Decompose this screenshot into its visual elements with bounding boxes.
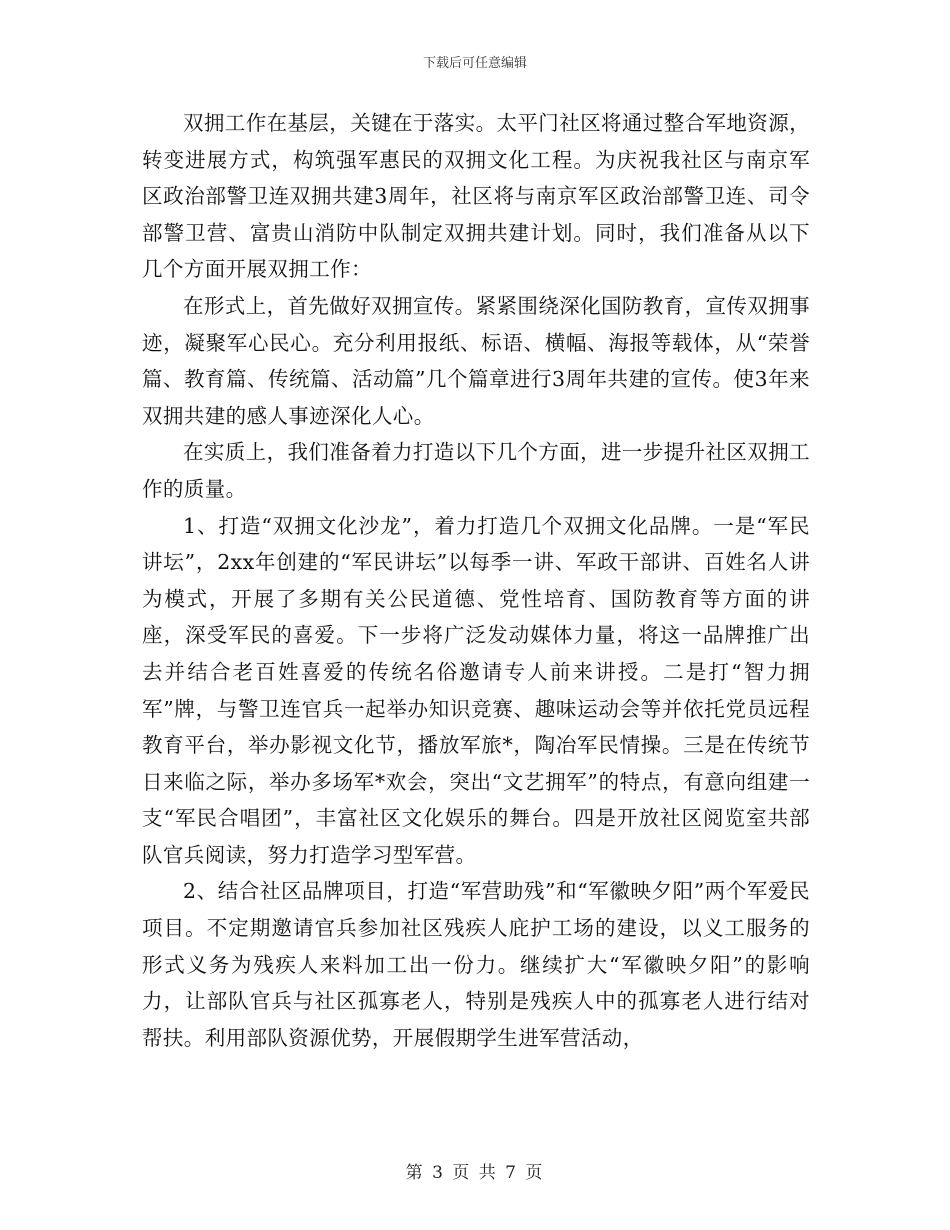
paragraph-2: 在形式上，首先做好双拥宣传。紧紧围绕深化国防教育，宣传双拥事迹，凝聚军心民心。充分利用报纸、标语、横幅、海报等载体，从“荣誉篇、教育篇、传统篇、活动篇”几个篇章进行3周年共建的宣传。使3年来双拥共建的感人事迹深化人心。: [142, 293, 810, 428]
page-header: 下载后可任意编辑: [422, 56, 527, 71]
paragraph-5: 2、结合社区品牌项目，打造“军营助残”和“军徽映夕阳”两个军爱民项目。不定期邀请官兵参加社区残疾人庇护工场的建设，以义工服务的形式义务为残疾人来料加工出一份力。继续扩大“军徽映夕阳”的影响力，让部队官兵与社区孤寡老人，特别是残疾人中的孤寡老人进行结对帮扶。利用部队资源优势，开展假期学生进军营活动，: [142, 879, 810, 1050]
paragraph-3: 在实质上，我们准备着力打造以下几个方面，进一步提升社区双拥工作的质量。: [142, 440, 810, 501]
document-body: [142, 105, 810, 1056]
paragraph-1: 双拥工作在基层，关键在于落实。太平门社区将通过整合军地资源，转变进展方式，构筑强军惠民的双拥文化工程。为庆祝我社区与南京军区政治部警卫连双拥共建3周年，社区将与南京军区政治部警卫连、司令部警卫营、富贵山消防中队制定双拥共建计划。同时，我们准备从以下几个方面开展双拥工作：: [142, 111, 810, 282]
page-number: 第 3 页 共 7 页: [405, 1163, 545, 1183]
paragraph-4: 1、打造“双拥文化沙龙”，着力打造几个双拥文化品牌。一是“军民讲坛”，2xx年创建的“军民讲坛”以每季一讲、军政干部讲、百姓名人讲为模式，开展了多期有关公民道德、党性培育、国防教育等方面的讲座，深受军民的喜爱。下一步将广泛发动媒体力量，将这一品牌推广出去并结合老百姓喜爱的传统名俗邀请专人前来讲授。二是打“智力拥军”牌，与警卫连官兵一起举办知识竞赛、趣味运动会等并依托党员远程教育平台，举办影视文化节，播放军旅*，陶冶军民情操。三是在传统节日来临之际，举办多场军*欢会，突出“文艺拥军”的特点，有意向组建一支“军民合唱团”，丰富社区文化娱乐的舞台。四是开放社区阅览室共部队官兵阅读，努力打造学习型军营。: [142, 513, 810, 867]
